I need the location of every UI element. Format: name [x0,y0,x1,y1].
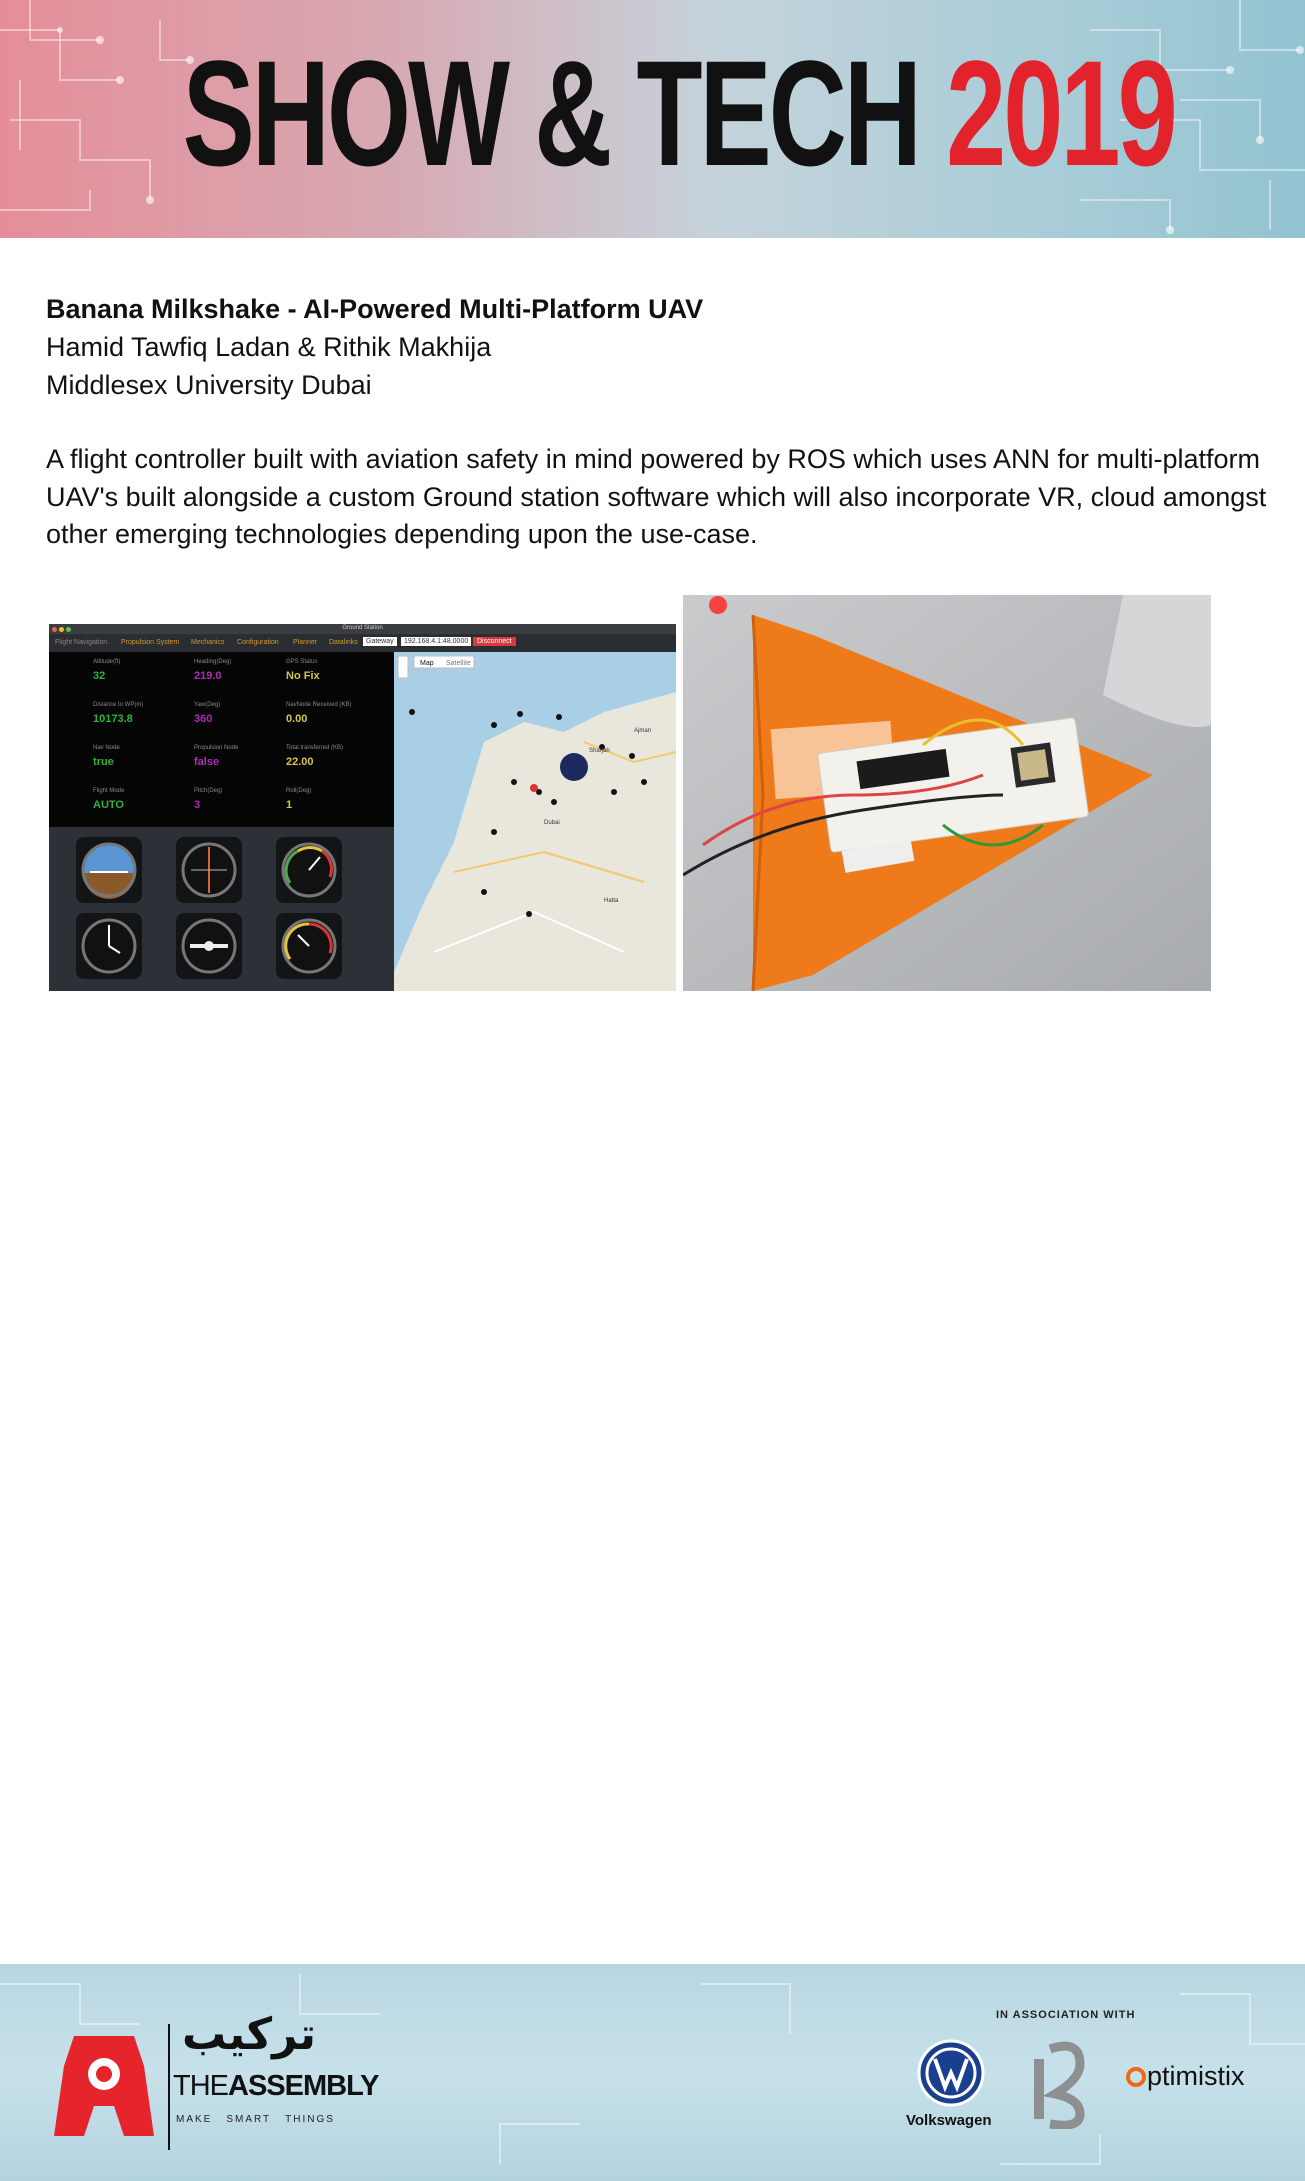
telemetry-yaw: Yaw(Deg) 360 [194,702,221,725]
sponsor-footer [0,1964,1305,2181]
altimeter-gauge-icon [76,913,142,979]
flight-map [394,652,676,991]
menu-mechanics: Mechanics [191,639,225,646]
attitude-indicator-icon [76,837,142,903]
association-label: IN ASSOCIATION WITH [996,2009,1136,2021]
project-title: Banana Milkshake - AI-Powered Multi-Platform UAV [46,294,704,324]
map-tab-map: Map [420,660,434,667]
menu-configuration: Configuration [237,639,279,646]
telemetry-heading: Heading(Deg) 219.0 [194,659,232,682]
telemetry-gps-status: GPS Status No Fix [286,659,320,682]
map-label-ajman: Ajman [634,728,652,734]
disconnect-button: Disconnect [473,637,516,646]
optimistix-label: ptimistix [1147,2061,1245,2091]
uav-photo-illustration [683,595,1211,991]
assembly-arabic-name: تركيب [182,2009,317,2060]
telemetry-panel [49,652,394,827]
gateway-select: Gateway [363,637,397,646]
volkswagen-label: Volkswagen [906,2112,992,2129]
tag-make: MAKE [176,2114,213,2125]
uav-prototype-photo [683,595,1211,991]
event-title-main: SHOW & TECH [182,29,947,197]
ground-station-screenshot [49,624,676,991]
optimistix-o-icon [1126,2067,1146,2087]
airspeed-gauge-icon [276,837,342,903]
project-info [46,290,1276,554]
assembly-name-bold: ASSEMBLY [228,2070,379,2102]
vertical-speed-gauge-icon [276,913,342,979]
map-label-sharjah: Sharjah [589,748,610,754]
turn-coordinator-icon [176,913,242,979]
project-institution: Middlesex University Dubai [46,370,372,400]
the-assembly-robot-logo [44,2026,164,2146]
heading-indicator-icon [176,837,242,903]
window-title: Ground Station [342,625,383,631]
instrument-gauges-panel [49,827,394,991]
map-canvas [394,652,676,991]
map-label-hatta: Hatta [604,898,619,904]
project-description: A flight controller built with aviation safety in mind powered by ROS which uses ANN for multi-platform UAV's built alongside a custom Ground station software which will also incorporate VR, cloud amongst other emerging technologies depending upon the use-case. [46,444,1267,549]
tag-things: THINGS [285,2114,335,2125]
header-banner [0,0,1305,238]
map-tab-satellite: Satellite [446,660,471,667]
telemetry-navnode-received: NavNode Received (KB) 0.00 [286,702,352,725]
menu-flight-navigation: Flight Navigation [55,639,108,646]
menu-planner: Planner [293,639,318,646]
menu-datalinks: Datalinks [329,639,358,646]
assembly-name [173,2070,378,2103]
menu-propulsion-system: Propulsion System [121,639,180,646]
assembly-the: THE [173,2070,228,2102]
project-authors: Hamid Tawfiq Ladan & Rithik Makhija [46,332,492,362]
optimistix-logo [1126,2061,1245,2092]
telemetry-distance-to-wp: Distance to WP(m) 10173.8 [93,702,144,725]
volkswagen-logo-icon [917,2039,985,2107]
telemetry-altitude: Altitude(ft) 32 [93,659,121,682]
telemetry-nav-node: Nav Node true [93,745,120,768]
ground-station-menu [49,634,676,652]
event-title [182,29,1175,197]
telemetry-flight-mode: Flight Mode AUTO [93,788,125,811]
telemetry-propulsion-node: Propulsion Node false [194,745,239,768]
ip-address-field: 192.168.4.1:48.0000 [401,637,471,646]
window-titlebar [49,624,676,634]
event-title-year: 2019 [946,29,1175,197]
tag-smart: SMART [226,2114,272,2125]
telemetry-pitch: Pitch(Deg) 3 [194,788,223,811]
footer-divider [168,2024,170,2150]
telemetry-total-transferred: Total transferred (KB) 22.00 [286,745,344,768]
assembly-tagline [176,2114,349,2125]
map-label-dubai: Dubai [544,820,560,826]
i2s-logo-icon [1030,2039,1090,2129]
telemetry-roll: Roll(Deg) 1 [286,788,312,811]
